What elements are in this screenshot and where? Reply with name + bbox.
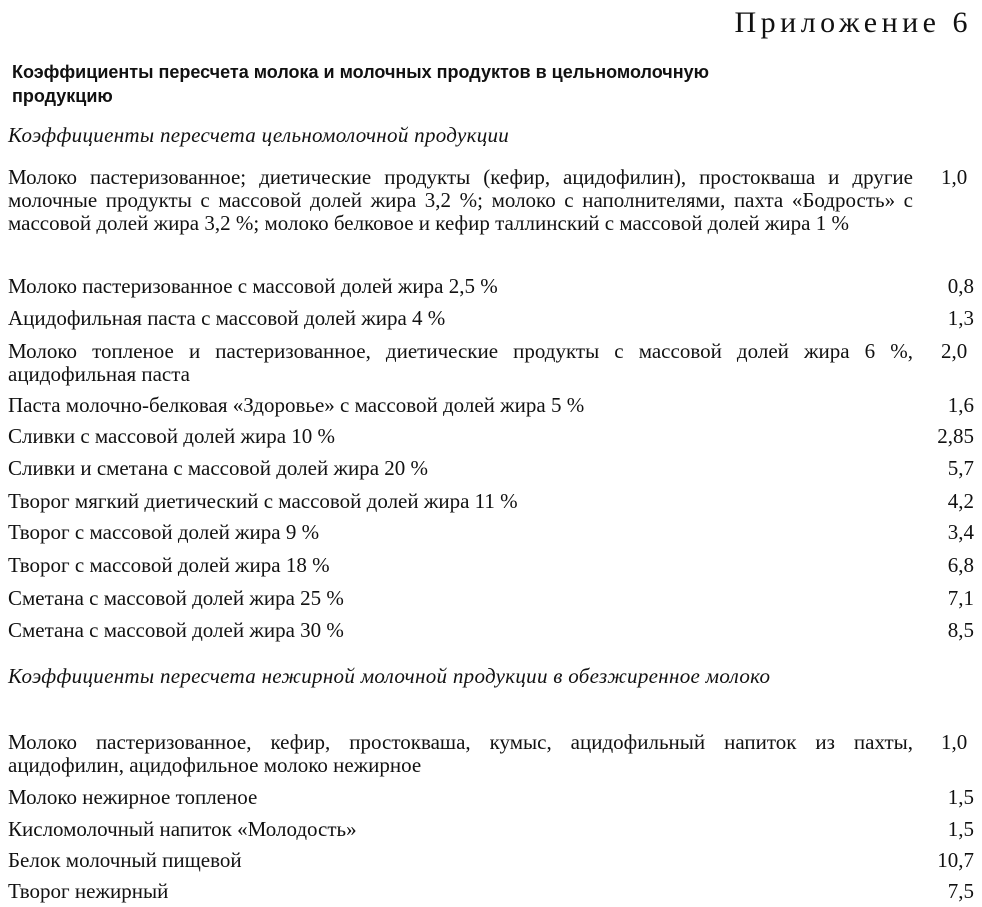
coefficient-value: 6,8 xyxy=(947,553,974,577)
product-name: Молоко нежирное топленое xyxy=(8,785,258,809)
coefficient-value: 2,0 xyxy=(941,339,968,363)
coefficient-value: 1,0 xyxy=(941,730,968,754)
table-row xyxy=(8,521,976,544)
product-name: Молоко пастеризованное; диетические продукты (кефир, ацидофилин), простокваша и другие молочные продукты с массовой долей жира 3,2 %; молоко с наполнителями, пахта «Бодрость» с массовой долей жира 3,2 %; молоко белковое и кефир таллинский с массовой долей жира 1 % xyxy=(8,165,913,235)
product-name: Кисломолочный напиток «Молодость» xyxy=(8,817,357,841)
product-name: Творог мягкий диетический с массовой долей жира 11 % xyxy=(8,489,518,513)
product-name: Сливки с массовой долей жира 10 % xyxy=(8,424,336,448)
product-name: Молоко топленое и пастеризованное, диетические продукты с массовой долей жира 6 %, ацидофильная паста xyxy=(8,339,913,386)
product-name: Молоко пастеризованное с массовой долей жира 2,5 % xyxy=(8,274,498,298)
coefficient-value: 1,5 xyxy=(947,817,974,841)
table-row xyxy=(8,275,976,298)
appendix-label: Приложение 6 xyxy=(734,6,972,39)
product-name: Сметана с массовой долей жира 30 % xyxy=(8,618,344,642)
table-row xyxy=(8,619,976,642)
coefficient-value: 1,0 xyxy=(941,165,968,189)
table-row xyxy=(8,166,976,235)
section-title-skim-milk: Коэффициенты пересчета нежирной молочной продукции в обезжиренное молоко xyxy=(8,664,771,688)
coefficient-value: 1,5 xyxy=(947,785,974,809)
table-row xyxy=(8,786,976,809)
table-row xyxy=(8,587,976,610)
coefficient-value: 2,85 xyxy=(937,424,974,448)
table-row xyxy=(8,394,976,417)
coefficient-value: 10,7 xyxy=(937,848,974,872)
product-name: Паста молочно-белковая «Здоровье» с массовой долей жира 5 % xyxy=(8,393,585,417)
product-name: Белок молочный пищевой xyxy=(8,848,242,872)
coefficient-value: 5,7 xyxy=(947,456,974,480)
product-name: Творог с массовой долей жира 9 % xyxy=(8,520,320,544)
product-name: Сметана с массовой долей жира 25 % xyxy=(8,586,344,610)
table-row xyxy=(8,880,976,903)
table-row xyxy=(8,849,976,872)
table-row xyxy=(8,731,976,777)
coefficient-value: 7,1 xyxy=(947,586,974,610)
coefficient-value: 7,5 xyxy=(947,879,974,903)
table-row xyxy=(8,554,976,577)
coefficient-value: 1,3 xyxy=(947,306,974,330)
table-row xyxy=(8,425,976,448)
table-row xyxy=(8,818,976,841)
product-name: Ацидофильная паста с массовой долей жира 4 % xyxy=(8,306,446,330)
section-title-whole-milk: Коэффициенты пересчета цельномолочной продукции xyxy=(8,123,510,147)
product-name: Творог нежирный xyxy=(8,879,169,903)
table-row xyxy=(8,490,976,513)
coefficient-value: 0,8 xyxy=(947,274,974,298)
product-name: Творог с массовой долей жира 18 % xyxy=(8,553,330,577)
coefficient-value: 3,4 xyxy=(947,520,974,544)
coefficient-value: 4,2 xyxy=(947,489,974,513)
product-name: Сливки и сметана с массовой долей жира 20 % xyxy=(8,456,429,480)
coefficient-value: 1,6 xyxy=(947,393,974,417)
product-name: Молоко пастеризованное, кефир, простокваша, кумыс, ацидофильный напиток из пахты, ацидофилин, ацидофильное молоко нежирное xyxy=(8,730,913,777)
table-row xyxy=(8,457,976,480)
table-row xyxy=(8,340,976,386)
document-title: Коэффициенты пересчета молока и молочных продуктов в цельномолочную продукцию xyxy=(12,62,709,106)
coefficient-value: 8,5 xyxy=(947,618,974,642)
table-row xyxy=(8,307,976,330)
